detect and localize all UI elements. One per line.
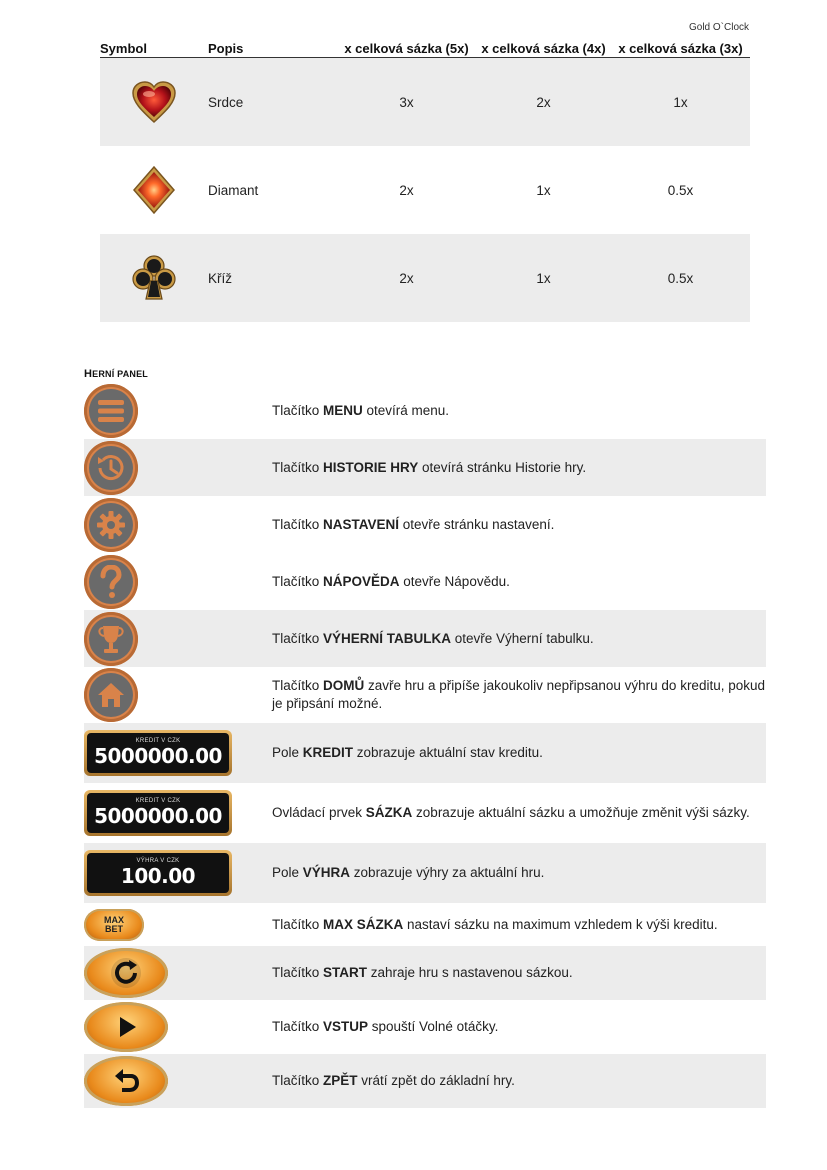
panel-desc-back: Tlačítko ZPĚT vrátí zpět do základní hry. xyxy=(272,1073,515,1088)
symbol-name: Diamant xyxy=(208,182,259,198)
max-bet-button[interactable] xyxy=(84,909,144,941)
panel-desc-settings: Tlačítko NASTAVENÍ otevře stránku nastavení. xyxy=(272,516,555,532)
panel-row-settings xyxy=(84,496,766,553)
payout-5: 3x xyxy=(399,94,414,110)
paytable-row-diamond xyxy=(100,146,750,234)
panel-row-history xyxy=(84,439,766,496)
panel-row-home xyxy=(84,667,766,723)
bet-value: 5000000.00 xyxy=(94,804,222,828)
panel-row-start xyxy=(84,946,766,1000)
credit-display xyxy=(84,730,232,776)
col-description: Popis xyxy=(208,41,244,56)
panel-row-win xyxy=(84,843,766,903)
panel-desc-history: Tlačítko HISTORIE HRY otevírá stránku Historie hry. xyxy=(272,459,587,475)
payout-3: 1x xyxy=(673,94,688,110)
gear-icon xyxy=(95,509,127,541)
col-mul3: x celková sázka (3x) xyxy=(618,41,743,56)
panel-row-paytable xyxy=(84,610,766,667)
panel-row-enter xyxy=(84,1000,766,1054)
credit-value: 5000000.00 xyxy=(94,744,222,768)
panel-row-back xyxy=(84,1054,766,1108)
game-brand: Gold O`Clock xyxy=(688,22,749,33)
spin-icon xyxy=(110,957,142,989)
paytable-row-club xyxy=(100,234,750,322)
col-mul4: x celková sázka (4x) xyxy=(481,41,606,56)
menu-button[interactable] xyxy=(84,384,138,438)
credit-label: KREDIT V CZK xyxy=(135,738,181,744)
help-button[interactable] xyxy=(84,555,138,609)
bet-control[interactable] xyxy=(84,790,232,836)
panel-desc-enter: Tlačítko VSTUP spouští Volné otáčky. xyxy=(272,1019,499,1034)
paytable-row-heart xyxy=(100,58,750,146)
history-icon xyxy=(94,451,128,485)
trophy-icon xyxy=(96,623,126,655)
panel-desc-home: Tlačítko DOMŮ zavře hru a připíše jakoukoliv nepřipsanou výhru do kreditu, pokud je připsání možné. xyxy=(272,678,765,711)
paytable-header xyxy=(100,36,750,58)
panel-row-bet xyxy=(84,783,766,843)
payout-4: 2x xyxy=(536,94,551,110)
diamond-icon xyxy=(133,166,175,214)
panel-desc-maxbet: Tlačítko MAX SÁZKA nastaví sázku na maximum vzhledem k výši kreditu. xyxy=(272,916,718,932)
panel-desc-credit: Pole KREDIT zobrazuje aktuální stav kreditu. xyxy=(272,745,543,760)
win-display xyxy=(84,850,232,896)
home-button[interactable] xyxy=(84,668,138,722)
section-title-game-panel: HERNÍ PANEL xyxy=(84,368,148,380)
win-label: VÝHRA V CZK xyxy=(136,858,180,864)
symbol-name: Srdce xyxy=(208,94,244,110)
enter-button[interactable] xyxy=(84,1002,168,1052)
start-button[interactable] xyxy=(84,948,168,998)
maxbet-line2: BET xyxy=(105,923,123,934)
play-icon xyxy=(111,1012,141,1042)
payout-5: 2x xyxy=(399,270,414,286)
col-symbol: Symbol xyxy=(100,41,147,56)
menu-icon xyxy=(96,398,126,424)
panel-row-help xyxy=(84,553,766,610)
back-arrow-icon xyxy=(111,1066,141,1096)
bet-label: KREDIT V CZK xyxy=(135,798,181,804)
panel-desc-win: Pole VÝHRA zobrazuje výhry za aktuální hru. xyxy=(272,865,545,880)
panel-desc-paytable: Tlačítko VÝHERNÍ TABULKA otevře Výherní tabulku. xyxy=(272,630,594,646)
panel-row-maxbet xyxy=(84,903,766,946)
payout-4: 1x xyxy=(536,182,551,198)
club-icon xyxy=(132,255,176,301)
panel-desc-help: Tlačítko NÁPOVĚDA otevře Nápovědu. xyxy=(272,573,510,589)
panel-desc-start: Tlačítko START zahraje hru s nastavenou sázkou. xyxy=(272,965,573,980)
payout-4: 1x xyxy=(536,270,551,286)
panel-desc-bet: Ovládací prvek SÁZKA zobrazuje aktuální sázku a umožňuje změnit výši sázky. xyxy=(272,805,750,820)
payout-5: 2x xyxy=(399,182,414,198)
panel-desc-menu: Tlačítko MENU otevírá menu. xyxy=(272,403,450,418)
question-icon xyxy=(96,565,126,599)
panel-row-menu xyxy=(84,383,766,439)
win-value: 100.00 xyxy=(120,864,196,888)
heart-icon xyxy=(131,80,177,124)
paytable-button[interactable] xyxy=(84,612,138,666)
maxbet-line1: MAX xyxy=(104,914,124,925)
payout-3: 0.5x xyxy=(667,270,694,286)
back-button[interactable] xyxy=(84,1056,168,1106)
history-button[interactable] xyxy=(84,441,138,495)
game-panel-list xyxy=(84,383,766,1108)
settings-button[interactable] xyxy=(84,498,138,552)
payout-3: 0.5x xyxy=(667,182,694,198)
symbol-name: Kříž xyxy=(208,270,233,286)
home-icon xyxy=(96,680,126,710)
col-mul5: x celková sázka (5x) xyxy=(344,41,469,56)
paytable xyxy=(100,36,750,322)
panel-row-credit xyxy=(84,723,766,783)
